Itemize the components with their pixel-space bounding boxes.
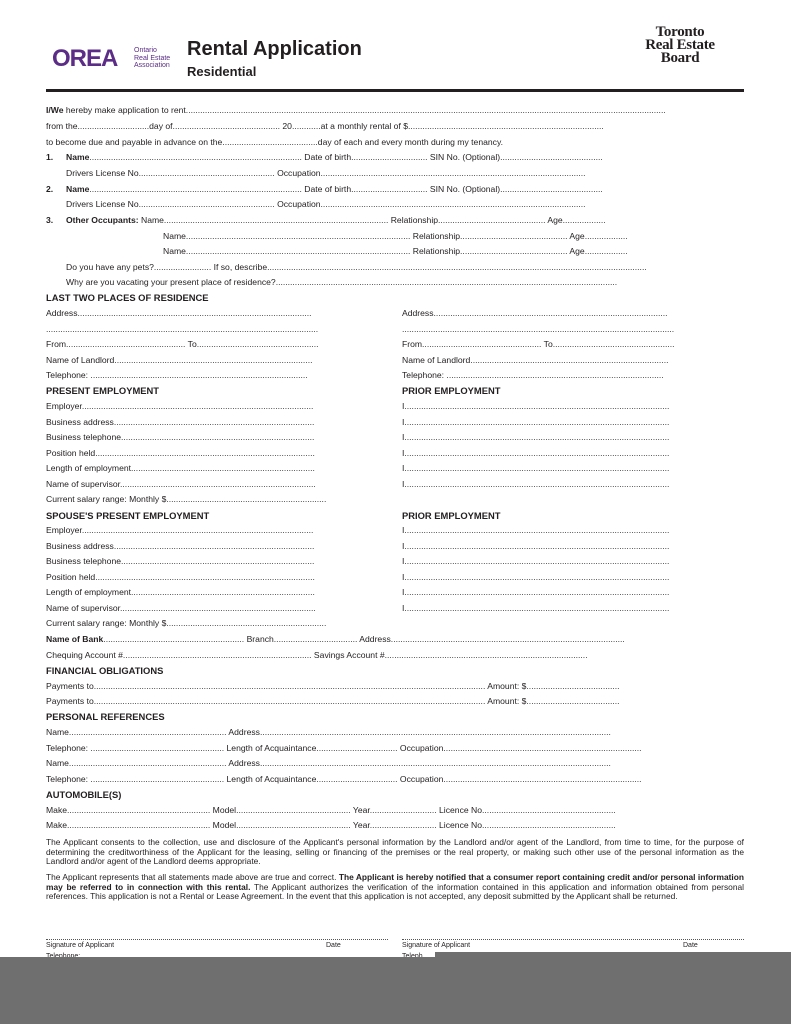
residence-1-from-to[interactable]: From.................................................. To................................................... <box>46 339 319 349</box>
spouse-business-address-field[interactable]: Business address.................................................................................... <box>46 541 315 551</box>
spouse-business-telephone-field[interactable]: Business telephone................................................................................. <box>46 556 315 566</box>
form-title: Rental Application <box>187 38 362 60</box>
spouse-salary-range-field[interactable]: Current salary range: Monthly $................................................................... <box>46 618 327 628</box>
position-held-field[interactable]: Position held............................................................................................ <box>46 448 315 458</box>
prior-employment-line[interactable]: I............................................................................................................... <box>402 417 670 427</box>
applicant-1-license-field[interactable]: Drivers License No......................................................... Occupation............................................................................................................... <box>66 168 586 178</box>
signature-line-right[interactable] <box>402 939 744 940</box>
automobile-heading: AUTOMOBILE(S) <box>46 789 122 800</box>
supervisor-field[interactable]: Name of supervisor.................................................................................. <box>46 479 316 489</box>
representation-paragraph: The Applicant represents that all statements made above are true and correct. The Applicant is hereby notified that a consumer report containing credit and/or personal information may be referred to in connection with this rental. The Applicant authorizes the verification of the information contained in this application and information obtained from personal references. This application is not a Rental or Lease Agreement. In the event that this application is not accepted, any deposit submitted by the Applicant shall be returned. <box>46 872 744 902</box>
residence-2-telephone[interactable]: Telephone: ........................................................................................... <box>402 370 664 380</box>
length-employment-field[interactable]: Length of employment............................................................................. <box>46 463 315 473</box>
signature-label-right: Signature of Applicant <box>402 942 471 949</box>
spouse-prior-employment-line[interactable]: I............................................................................................................... <box>402 603 670 613</box>
reference-2-telephone[interactable]: Telephone: ........................................................ Length of Acquaintance.................................. Occupation................................................................................... <box>46 774 642 784</box>
salary-range-field[interactable]: Current salary range: Monthly $................................................................... <box>46 494 327 504</box>
payments-field-1[interactable]: Payments to.................................................................................................................................................................... Amount: $....................................... <box>46 681 620 691</box>
signature-date-left: Date <box>326 942 341 949</box>
bank-name-field[interactable]: Name of Bank........................................................... Branch................................... Address.................................................................................................. <box>46 634 625 644</box>
residence-1-address[interactable]: Address.................................................................................................. <box>46 308 312 318</box>
prior-employment-line[interactable]: I............................................................................................................... <box>402 432 670 442</box>
intro-line-2[interactable]: from the..............................day of............................................. 20............at a monthly rental of $.................................................................................. <box>46 121 604 131</box>
residence-heading: LAST TWO PLACES OF RESIDENCE <box>46 292 209 303</box>
prior-employment-line[interactable]: I............................................................................................................... <box>402 479 670 489</box>
header-divider <box>46 89 744 92</box>
signature-date-right: Date <box>683 942 698 949</box>
occupants-number: 3. <box>46 215 54 225</box>
treb-logo: Toronto Real Estate Board <box>645 24 715 66</box>
orea-logo <box>52 44 177 76</box>
automobile-2-field[interactable]: Make............................................................ Model................................................ Year............................ Licence No........................................................ <box>46 820 616 830</box>
applicant-2-license-field[interactable]: Drivers License No......................................................... Occupation............................................................................................................... <box>66 199 586 209</box>
scan-shadow <box>0 957 791 1024</box>
residence-1-landlord[interactable]: Name of Landlord................................................................................... <box>46 355 313 365</box>
applicant-1-number: 1. <box>46 152 54 162</box>
residence-2-from-to[interactable]: From.................................................. To................................................... <box>402 339 675 349</box>
intro-line-1[interactable]: I/We hereby make application to rent......................................................................................................................................................................................................... <box>46 105 666 115</box>
reference-1-telephone[interactable]: Telephone: ........................................................ Length of Acquaintance.................................. Occupation................................................................................... <box>46 743 642 753</box>
automobile-1-field[interactable]: Make............................................................ Model................................................ Year............................ Licence No........................................................ <box>46 805 616 815</box>
intro-line-3[interactable]: to become due and payable in advance on the........................................day of each and every month during my tenancy. <box>46 137 503 147</box>
employer-field[interactable]: Employer................................................................................................. <box>46 401 314 411</box>
residence-2-landlord[interactable]: Name of Landlord................................................................................... <box>402 355 669 365</box>
spouse-supervisor-field[interactable]: Name of supervisor.................................................................................. <box>46 603 316 613</box>
vacating-reason-field[interactable]: Why are you vacating your present place of residence?............................................................................................................................................... <box>66 277 618 287</box>
signature-label-left: Signature of Applicant <box>46 942 115 949</box>
business-telephone-field[interactable]: Business telephone................................................................................. <box>46 432 315 442</box>
applicant-1-name-field[interactable]: Name......................................................................................... Date of birth................................ SIN No. (Optional)........................................... <box>66 152 603 162</box>
financial-heading: FINANCIAL OBLIGATIONS <box>46 665 164 676</box>
residence-1-telephone[interactable]: Telephone: ........................................................................................... <box>46 370 308 380</box>
prior-employment-heading: PRIOR EMPLOYMENT <box>402 385 501 396</box>
pets-field[interactable]: Do you have any pets?........................ If so, describe............................................................................................................................................................... <box>66 262 647 272</box>
spouse-prior-employment-line[interactable]: I............................................................................................................... <box>402 572 670 582</box>
spouse-prior-employment-line[interactable]: I............................................................................................................... <box>402 541 670 551</box>
occupant-1-field[interactable]: Other Occupants: Name.............................................................................................. Relationship............................................. Age.................. <box>66 215 606 225</box>
occupant-2-field[interactable]: Name.............................................................................................. Relationship............................................. Age.................. <box>163 231 628 241</box>
spouse-prior-employment-line[interactable]: I............................................................................................................... <box>402 587 670 597</box>
prior-employment-line[interactable]: I............................................................................................................... <box>402 463 670 473</box>
spouse-employer-field[interactable]: Employer................................................................................................. <box>46 525 314 535</box>
present-employment-heading: PRESENT EMPLOYMENT <box>46 385 160 396</box>
residence-1-address-2[interactable]: .................................................................................................................. <box>46 324 319 334</box>
reference-1-name[interactable]: Name.................................................................. Address................................................................................................................................................... <box>46 727 611 737</box>
signature-line-left[interactable] <box>46 939 388 940</box>
orea-logo-word: OREA <box>52 45 118 72</box>
spouse-prior-employment-heading: PRIOR EMPLOYMENT <box>402 510 501 521</box>
prior-employment-line[interactable]: I............................................................................................................... <box>402 448 670 458</box>
residence-2-address[interactable]: Address.................................................................................................. <box>402 308 668 318</box>
reference-2-name[interactable]: Name.................................................................. Address................................................................................................................................................... <box>46 758 611 768</box>
references-heading: PERSONAL REFERENCES <box>46 711 165 722</box>
applicant-2-name-field[interactable]: Name......................................................................................... Date of birth................................ SIN No. (Optional)........................................... <box>66 184 603 194</box>
residence-2-address-2[interactable]: .................................................................................................................. <box>402 324 675 334</box>
form-subtitle: Residential <box>187 64 257 79</box>
spouse-position-held-field[interactable]: Position held............................................................................................ <box>46 572 315 582</box>
spouse-prior-employment-line[interactable]: I............................................................................................................... <box>402 556 670 566</box>
applicant-2-number: 2. <box>46 184 54 194</box>
consent-paragraph: The Applicant consents to the collection, use and disclosure of the Applicant's personal information by the Landlord and/or agent of the Landlord, from time to time, for the purpose of determining the creditworthiness of the Applicant for the leasing, selling or financing of the premises or the real property, or making such other use of the personal information as the Landlord and/or agent of the Landlord deems appropriate. <box>46 837 744 867</box>
occupant-3-field[interactable]: Name.............................................................................................. Relationship............................................. Age.................. <box>163 246 628 256</box>
payments-field-2[interactable]: Payments to.................................................................................................................................................................... Amount: $....................................... <box>46 696 620 706</box>
business-address-field[interactable]: Business address.................................................................................... <box>46 417 315 427</box>
orea-logo-subtext: Ontario Real Estate Association <box>134 47 171 69</box>
bank-accounts-field[interactable]: Chequing Account #............................................................................... Savings Account #..................................................................................... <box>46 650 588 660</box>
spouse-employment-heading: SPOUSE'S PRESENT EMPLOYMENT <box>46 510 210 521</box>
prior-employment-line[interactable]: I............................................................................................................... <box>402 401 670 411</box>
spouse-length-employment-field[interactable]: Length of employment............................................................................. <box>46 587 315 597</box>
spouse-prior-employment-line[interactable]: I............................................................................................................... <box>402 525 670 535</box>
